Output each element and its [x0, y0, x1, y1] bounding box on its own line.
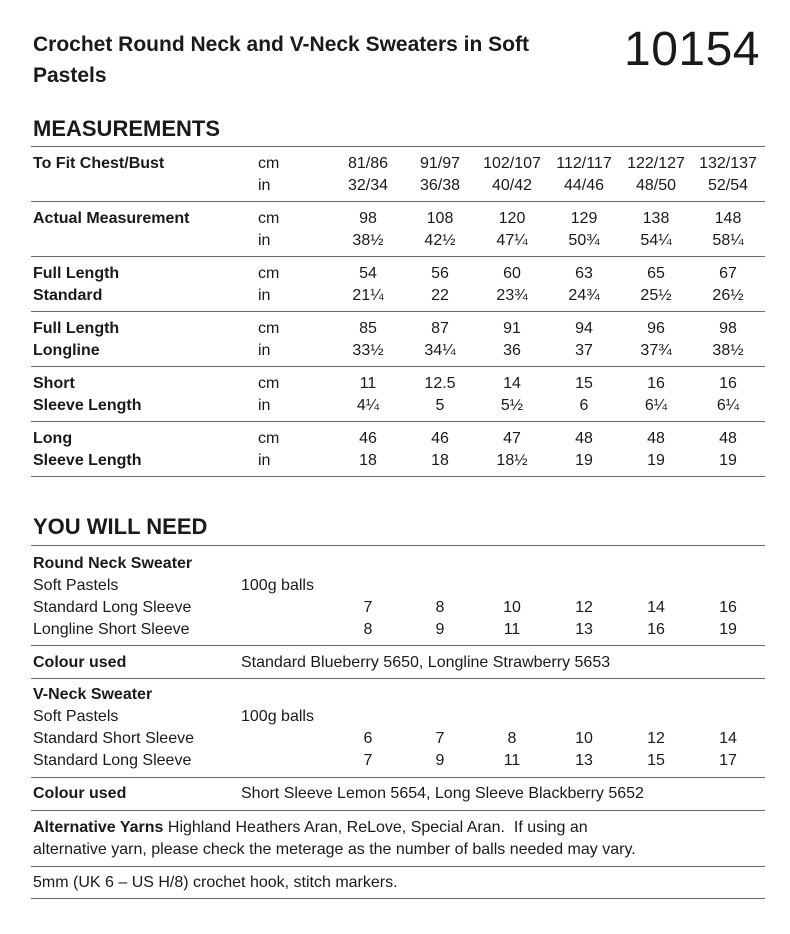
- cm-value: 56: [431, 265, 449, 282]
- in-value: 21¼: [352, 287, 384, 304]
- divider: [31, 311, 765, 312]
- measurement-row: [0, 208, 790, 252]
- divider: [31, 366, 765, 367]
- quantity-row-label: Standard Long Sleeve: [33, 752, 192, 769]
- in-value: 6¼: [716, 397, 740, 414]
- cm-value: 54: [359, 265, 377, 282]
- unit-in: in: [258, 177, 271, 194]
- cm-value: 81/86: [347, 155, 389, 172]
- row-label: Short: [33, 375, 75, 392]
- cm-value: 112/117: [556, 155, 612, 172]
- ball-count: 13: [575, 621, 593, 638]
- cm-value: 46: [359, 430, 377, 447]
- cm-value: 16: [647, 375, 665, 392]
- in-value: 36: [503, 342, 521, 359]
- in-value: 37: [575, 342, 593, 359]
- ball-count: 6: [363, 730, 373, 747]
- cm-value: 67: [719, 265, 737, 282]
- cm-value: 46: [431, 430, 449, 447]
- measurements-heading: MEASUREMENTS: [33, 116, 221, 141]
- cm-value: 102/107: [483, 155, 541, 172]
- unit-in: in: [258, 287, 271, 304]
- in-value: 58¼: [712, 232, 744, 249]
- in-value: 50¾: [568, 232, 600, 249]
- in-value: 38½: [352, 232, 384, 249]
- cm-value: 15: [575, 375, 593, 392]
- round-neck-balls: 100g balls: [241, 577, 314, 594]
- ball-count: 12: [575, 599, 593, 616]
- cm-value: 98: [359, 210, 377, 227]
- you-will-need-heading: YOU WILL NEED: [33, 514, 208, 539]
- ball-count: 13: [575, 752, 593, 769]
- round-neck-colour-label: Colour used: [33, 654, 127, 671]
- divider: [31, 866, 765, 867]
- quantity-row-label: Standard Short Sleeve: [33, 730, 194, 747]
- v-neck-balls: 100g balls: [241, 708, 314, 725]
- row-sublabel: Sleeve Length: [33, 397, 142, 414]
- cm-value: 91: [503, 320, 521, 337]
- unit-in: in: [258, 452, 271, 469]
- pattern-number: 10154: [624, 23, 760, 76]
- divider: [31, 810, 765, 811]
- in-value: 54¼: [640, 232, 672, 249]
- ball-count: 10: [503, 599, 521, 616]
- in-value: 6: [579, 397, 589, 414]
- ball-count: 14: [719, 730, 737, 747]
- measurement-row: [0, 318, 790, 362]
- ball-count: 17: [719, 752, 737, 769]
- cm-value: 122/127: [627, 155, 685, 172]
- row-sublabel: Standard: [33, 287, 103, 304]
- ball-count: 16: [719, 599, 737, 616]
- measurement-row: [0, 428, 790, 472]
- in-value: 37¾: [640, 342, 672, 359]
- ball-count: 9: [435, 621, 445, 638]
- in-value: 18: [431, 452, 449, 469]
- in-value: 19: [647, 452, 665, 469]
- unit-cm: cm: [258, 430, 280, 447]
- divider: [31, 421, 765, 422]
- divider: [31, 201, 765, 202]
- in-value: 5: [435, 397, 445, 414]
- cm-value: 48: [719, 430, 737, 447]
- row-label: Full Length: [33, 265, 120, 282]
- round-neck-colour-value: Standard Blueberry 5650, Longline Strawberry 5653: [241, 654, 611, 671]
- page-title: Crochet Round Neck and V-Neck Sweaters in Soft Pastels: [33, 33, 529, 87]
- divider: [31, 545, 765, 546]
- cm-value: 96: [647, 320, 665, 337]
- ball-count: 7: [363, 599, 373, 616]
- row-sublabel: Sleeve Length: [33, 452, 142, 469]
- cm-value: 47: [503, 430, 521, 447]
- cm-value: 98: [719, 320, 737, 337]
- ball-count: 7: [363, 752, 373, 769]
- in-value: 44/46: [563, 177, 605, 194]
- cm-value: 138: [642, 210, 670, 227]
- in-value: 36/38: [419, 177, 461, 194]
- round-neck-title: Round Neck Sweater: [33, 555, 193, 572]
- in-value: 32/34: [347, 177, 389, 194]
- unit-in: in: [258, 342, 271, 359]
- ball-count: 11: [503, 621, 521, 638]
- ball-count: 15: [647, 752, 665, 769]
- in-value: 22: [431, 287, 449, 304]
- row-label: Actual Measurement: [33, 210, 190, 227]
- in-value: 4¼: [356, 397, 380, 414]
- cm-value: 14: [503, 375, 521, 392]
- alternative-yarns-line1: [33, 817, 588, 839]
- cm-value: 63: [575, 265, 593, 282]
- quantity-row-label: Longline Short Sleeve: [33, 621, 190, 638]
- ball-count: 8: [363, 621, 373, 638]
- ball-count: 8: [435, 599, 445, 616]
- unit-in: in: [258, 397, 271, 414]
- cm-value: 87: [431, 320, 449, 337]
- round-neck-yarn: Soft Pastels: [33, 577, 119, 594]
- ball-count: 8: [507, 730, 517, 747]
- cm-value: 16: [719, 375, 737, 392]
- cm-value: 94: [575, 320, 593, 337]
- cm-value: 12.5: [424, 375, 456, 392]
- divider: [31, 777, 765, 778]
- alternative-yarns-line2: alternative yarn, please check the meterage as the number of balls needed may vary.: [33, 841, 636, 858]
- ball-count: 12: [647, 730, 665, 747]
- cm-value: 65: [647, 265, 665, 282]
- ball-count: 19: [719, 621, 737, 638]
- in-value: 34¼: [424, 342, 456, 359]
- ball-count: 10: [575, 730, 593, 747]
- ball-count: 16: [647, 621, 665, 638]
- cm-value: 48: [575, 430, 593, 447]
- in-value: 47¼: [496, 232, 528, 249]
- divider: [31, 898, 765, 899]
- in-value: 19: [575, 452, 593, 469]
- in-value: 23¾: [496, 287, 528, 304]
- divider: [31, 146, 765, 147]
- cm-value: 108: [426, 210, 454, 227]
- measurement-row: [0, 263, 790, 307]
- cm-value: 120: [498, 210, 526, 227]
- cm-value: 48: [647, 430, 665, 447]
- in-value: 52/54: [707, 177, 749, 194]
- divider: [31, 678, 765, 679]
- measurement-row: [0, 153, 790, 197]
- in-value: 19: [719, 452, 737, 469]
- ball-count: 14: [647, 599, 665, 616]
- in-value: 18: [359, 452, 377, 469]
- in-value: 40/42: [491, 177, 533, 194]
- row-label: Full Length: [33, 320, 120, 337]
- v-neck-colour-label: Colour used: [33, 785, 127, 802]
- unit-cm: cm: [258, 155, 280, 172]
- divider: [31, 256, 765, 257]
- alternative-yarns-label: Alternative Yarns: [33, 819, 164, 836]
- unit-cm: cm: [258, 265, 280, 282]
- v-neck-title: V-Neck Sweater: [33, 686, 153, 703]
- cm-value: 148: [714, 210, 742, 227]
- unit-cm: cm: [258, 210, 280, 227]
- quantity-row-label: Standard Long Sleeve: [33, 599, 192, 616]
- in-value: 33½: [352, 342, 384, 359]
- hook-info: 5mm (UK 6 – US H/8) crochet hook, stitch markers.: [33, 874, 398, 891]
- ball-count: 9: [435, 752, 445, 769]
- row-label: Long: [33, 430, 73, 447]
- alternative-yarns-text: Highland Heathers Aran, ReLove, Special Aran. If using an: [163, 819, 588, 836]
- row-label: To Fit Chest/Bust: [33, 155, 165, 172]
- cm-value: 129: [570, 210, 598, 227]
- in-value: 18½: [496, 452, 528, 469]
- row-sublabel: Longline: [33, 342, 100, 359]
- v-neck-colour-value: Short Sleeve Lemon 5654, Long Sleeve Blackberry 5652: [241, 785, 644, 802]
- ball-count: 11: [503, 752, 521, 769]
- in-value: 48/50: [635, 177, 677, 194]
- in-value: 38½: [712, 342, 744, 359]
- ball-count: 7: [435, 730, 445, 747]
- divider: [31, 476, 765, 477]
- cm-value: 85: [359, 320, 377, 337]
- in-value: 5½: [500, 397, 524, 414]
- cm-value: 60: [503, 265, 521, 282]
- measurement-row: [0, 373, 790, 417]
- v-neck-yarn: Soft Pastels: [33, 708, 119, 725]
- divider: [31, 645, 765, 646]
- unit-cm: cm: [258, 320, 280, 337]
- in-value: 42½: [424, 232, 456, 249]
- cm-value: 11: [359, 375, 377, 392]
- in-value: 26½: [712, 287, 744, 304]
- in-value: 6¼: [644, 397, 668, 414]
- cm-value: 91/97: [419, 155, 461, 172]
- unit-cm: cm: [258, 375, 280, 392]
- in-value: 24¾: [568, 287, 600, 304]
- cm-value: 132/137: [699, 155, 757, 172]
- unit-in: in: [258, 232, 271, 249]
- in-value: 25½: [640, 287, 672, 304]
